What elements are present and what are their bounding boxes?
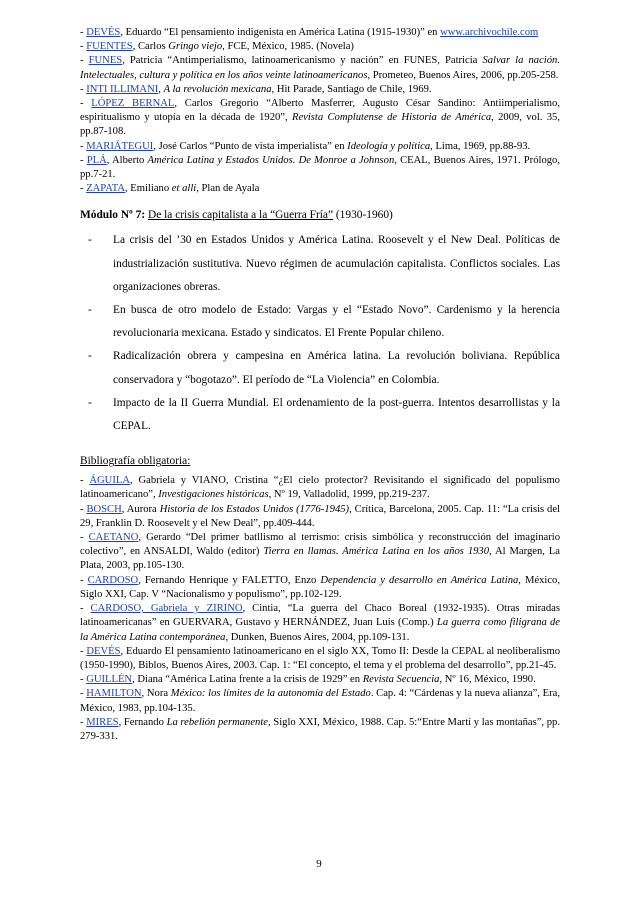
author-link[interactable]: FUNES [88, 55, 123, 67]
module-heading [80, 208, 560, 223]
module-title: De la crisis capitalista a la “Guerra Fría” [148, 209, 334, 222]
reference-item: - INTI ILLIMANI, A la revolución mexicana, Hit Parade, Santiago de Chile, 1969. [80, 83, 432, 95]
topic-item: - En busca de otro modelo de Estado: Vargas y el “Estado Novo”. Cardenismo y la herencia revolucionaria mexicana. Estado y sindicatos. El Frente Popular chileno. [88, 304, 560, 340]
reference-item: - LÓPEZ BERNAL, Carlos Gregorio “Alberto Masferrer, Augusto César Sandino: Antiimperialismo, espiritualismo y utopía en la década de 1920”, Revista Complutense de Historia de América, 2009, vol. 35, pp.87-108. [80, 98, 561, 138]
reference-item: - FUNES, Patricia “Antimperialismo, latinoamericanismo y nación” en FUNES, Patricia Salvar la nación. Intelectuales, cultura y política en los años veinte latinoamericanos, Prometeo, Buenos Aires, 2006, pp.205-258. [80, 55, 560, 81]
author-link[interactable]: FUENTES [86, 41, 133, 53]
reference-item: - BOSCH, Aurora Historia de los Estados Unidos (1776-1945), Crítica, Barcelona, 2005. Cap. 11: “La crisis del 29, Franklin D. Roosevelt y el New Deal”, pp.409-444. [80, 503, 560, 529]
author-link[interactable]: ZAPATA [86, 183, 125, 195]
author-link[interactable]: CARDOSO, Gabriela y ZIRINO [90, 603, 243, 615]
reference-item: - ZAPATA, Emiliano et alli, Plan de Ayala [80, 183, 260, 195]
reference-item: - MARIÁTEGUI, José Carlos “Punto de vista imperialista” en Ideología y política, Lima, 1969, pp.88-93. [80, 140, 531, 152]
reference-item: - PLÁ, Alberto América Latina y Estados Unidos. De Monroe a Johnson, CEAL, Buenos Aires, 1971. Prólogo, pp.7-21. [80, 154, 560, 181]
author-link[interactable]: CARDOSO [87, 574, 139, 586]
module-label: Módulo Nº 7: [80, 209, 146, 222]
author-link[interactable]: HAMILTON [86, 688, 142, 700]
author-link[interactable]: GUILLÉN [86, 674, 133, 686]
author-link[interactable]: ÁGUILA [89, 475, 130, 487]
author-link[interactable]: DEVÉS [86, 27, 121, 38]
reference-item: - CARDOSO, Fernando Henrique y FALETTO, Enzo Dependencia y desarrollo en América Latina, México, Siglo XXI, Cap. V “Nacionalismo y populismo”, pp.102-129. [80, 574, 560, 600]
reference-item: - MIRES, Fernando La rebelión permanente, Siglo XXI, México, 1988. Cap. 5:“Entre Martí y las montañas”, pp. 279-331. [80, 716, 560, 742]
author-link[interactable]: LÓPEZ BERNAL [91, 98, 175, 110]
page-number: 9 [316, 858, 322, 870]
reference-item: - CAETANO, Gerardo “Del primer batllismo al terrismo: crisis simbólica y reconstrucción del imaginario colectivo”, en ANSALDI, Waldo (editor) Tierra en llamas. América Latina en los años 1930, Al Margen, La Plata, 2003, pp.105-130. [80, 532, 561, 572]
author-link[interactable]: PLÁ [86, 154, 107, 166]
author-link[interactable]: CAETANO [88, 532, 139, 544]
reference-item: - FUENTES, Carlos Gringo viejo, FCE, México, 1985. (Novela) [80, 41, 354, 53]
bibliography-heading: Bibliografía obligatoria: [80, 455, 191, 468]
topic-item: - Impacto de la II Guerra Mundial. El ordenamiento de la post-guerra. Intentos desarrollistas y la CEPAL. [88, 396, 560, 433]
author-link[interactable]: DEVÉS [86, 645, 121, 657]
module-topics [80, 229, 560, 438]
author-link[interactable]: MARIÁTEGUI [86, 140, 154, 152]
topic-item: - La crisis del ’30 en Estados Unidos y América Latina. Roosevelt y el New Deal. Políticas de industrialización sustitutiva. Nuevo régimen de acumulación capitalista. Conflictos sociales. Las organizaciones obreras. [88, 234, 560, 293]
reference-item: - HAMILTON, Nora México: los límites de la autonomía del Estado. Cap. 4: “Cárdenas y la nueva alianza”, Era, México, 1983, pp.104-135. [80, 688, 560, 714]
author-link[interactable]: INTI ILLIMANI [86, 83, 159, 95]
reference-list-top [80, 26, 560, 196]
reference-item: - GUILLÉN, Diana “América Latina frente a la crisis de 1929” en Revista Secuencia, Nº 16, México, 1990. [80, 674, 536, 686]
reference-item: - DEVÉS, Eduardo “El pensamiento indigenista en América Latina (1915-1930)” en www.archivochile.com [80, 27, 539, 38]
reference-item: - DEVÉS, Eduardo El pensamiento latinoamericano en el siglo XX, Tomo II: Desde la CEPAL al neoliberalismo (1950-1990), Biblos, Buenos Aires, 2003. Cap. 1: “El concepto, el tema y el problema del desarrollo”, pp.21-45. [80, 645, 560, 671]
module-years: (1930-1960) [333, 209, 393, 222]
reference-list-bottom [80, 474, 560, 744]
author-link[interactable]: BOSCH [86, 503, 122, 515]
url-link[interactable]: www.archivochile.com [440, 27, 539, 38]
reference-item: - CARDOSO, Gabriela y ZIRINO, Cintia, “La guerra del Chaco Boreal (1932-1935). Otras miradas latinoamericanas” en GUERVARA, Gustavo y HERNÁNDEZ, Juan Luis (Comp.) La guerra como filigrana de la América Latina contemporánea, Dunken, Buenos Aires, 2004, pp.109-131. [80, 603, 561, 643]
author-link[interactable]: MIRES [86, 716, 119, 728]
topic-item: - Radicalización obrera y campesina en América latina. La revolución boliviana. República conservadora y “bogotazo”. El período de “La Violencia” en Colombia. [88, 350, 560, 386]
reference-item: - ÁGUILA, Gabriela y VIANO, Cristina “¿El cielo protector? Revisitando el significado del populismo latinoamericano”, Investigaciones históricas, Nº 19, Valladolid, 1999, pp.219-237. [80, 475, 560, 501]
document-page [80, 26, 560, 744]
